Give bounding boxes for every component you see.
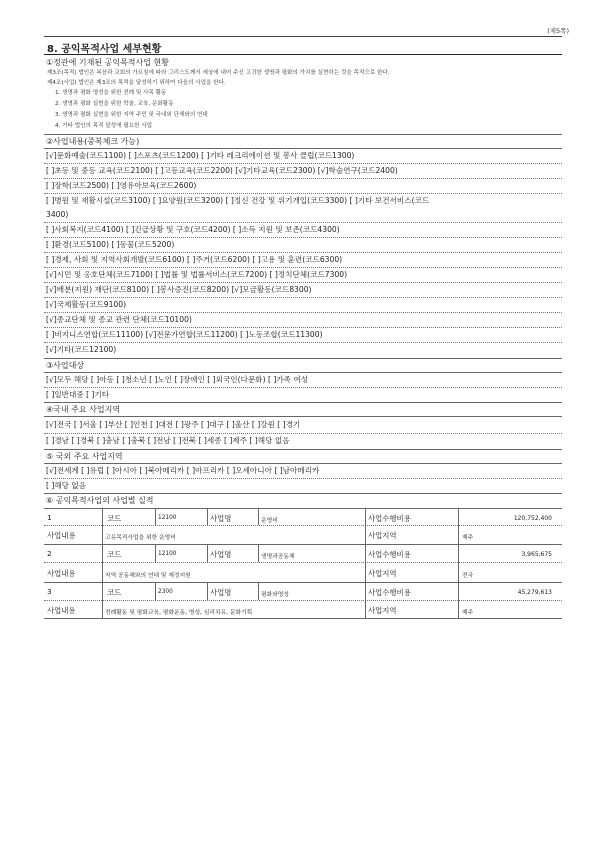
- category-row: [√]국제활동(코드9100): [46, 300, 127, 309]
- content-label: 사업내용: [47, 531, 76, 540]
- category-row: [ ]환경(코드5100) [ ]동물(코드5200): [46, 240, 175, 249]
- section1-item: 1. 생명과 평화 영성을 위한 전례 및 사목 활동: [55, 90, 167, 96]
- amount-label: 사업수행비용: [368, 514, 411, 523]
- table-vertical-line: [258, 582, 259, 600]
- category-row: [ ]사회복지(코드4100) [ ]긴급상황 및 구호(코드4200) [ ]소득 지원 및 보존(코드4300): [46, 225, 340, 234]
- category-row: [√]배분(지원) 재단(코드8100) [ ]봉사증진(코드8200) [√]모금활동(코드8300): [46, 285, 312, 294]
- section6-heading: ⑥ 공익목적사업의 사업별 실적: [46, 496, 154, 505]
- content-label: 사업내용: [47, 606, 76, 615]
- record-code: 12100: [158, 551, 177, 557]
- row-divider: [44, 178, 562, 179]
- name-label: 사업명: [210, 514, 232, 523]
- record-code: 2300: [158, 589, 173, 595]
- row-divider: [44, 237, 562, 238]
- row-divider: [44, 562, 562, 563]
- divider: [44, 463, 562, 464]
- row-divider: [44, 478, 562, 479]
- section3-heading: ③사업대상: [46, 361, 85, 370]
- region-label: 사업지역: [368, 531, 397, 540]
- amount-label: 사업수행비용: [368, 550, 411, 559]
- row-divider: [44, 252, 562, 253]
- table-vertical-line: [458, 508, 459, 618]
- section1-item: 3. 생명과 평화 실현을 위한 지역 주민 및 국내외 단체와의 연대: [55, 112, 208, 118]
- row-divider: [44, 525, 562, 526]
- overseas-region-row: [√]전세계 [ ]유럽 [ ]아시아 [ ]북아메리카 [ ]아프리카 [ ]오세아니아 [ ]남아메리카: [46, 466, 320, 475]
- divider: [44, 582, 562, 583]
- section1-item: 4. 기타 법인의 목적 달성에 필요한 사업: [55, 123, 153, 129]
- form-number: (제5쪽): [547, 27, 569, 35]
- domestic-region-row: [√]전국 [ ]서울 [ ]부산 [ ]인천 [ ]대전 [ ]광주 [ ]대구 [ ]울산 [ ]강원 [ ]경기: [46, 420, 301, 429]
- table-vertical-line: [155, 582, 156, 600]
- section1-item: 2. 생명과 평화 실현을 위한 학술, 교육, 문화활동: [55, 101, 174, 107]
- divider: [44, 402, 562, 403]
- section4-heading: ④국내 주요 사업지역: [46, 405, 121, 414]
- record-region: 전국: [462, 573, 474, 579]
- record-name: 운영비: [261, 518, 278, 524]
- target-row: [√]모두 해당 [ ]아동 [ ]청소년 [ ]노인 [ ]장애인 [ ]외국인(다문화) [ ]가족 여성: [46, 375, 309, 384]
- divider: [44, 508, 562, 509]
- row-divider: [44, 193, 562, 194]
- row-divider: [44, 297, 562, 298]
- record-amount: 120,752,400: [513, 515, 552, 522]
- region-label: 사업지역: [368, 606, 397, 615]
- table-vertical-line: [258, 544, 259, 562]
- record-amount: 45,279,613: [517, 589, 552, 596]
- top-rule: [44, 36, 562, 37]
- category-row: 3400): [46, 210, 69, 219]
- category-row: [ ]비지니스연합(코드11100) [√]전문가연합(코드11200) [ ]노동조합(코드11300): [46, 330, 323, 339]
- divider: [44, 148, 562, 149]
- row-divider: [44, 222, 562, 223]
- row-divider: [44, 433, 562, 434]
- row-divider: [44, 163, 562, 164]
- record-content: 지역 공동체와의 연대 및 재정지원: [105, 573, 191, 579]
- code-label: 코드: [107, 550, 122, 559]
- section1-para1: 제3조(목적) 법인은 복음과 교회의 가르침에 따라 그리스도께서 세상에 내어 주신 고귀한 생명과 평화의 가치를 실현하는 것을 목적으로 한다.: [47, 70, 390, 76]
- record-amount: 3,965,675: [521, 551, 552, 558]
- category-row: [ ]초등 및 중등 교육(코드2100) [ ]고등교육(코드2200) [√]기타교육(코드2300) [√]학술연구(코드2400): [46, 166, 398, 175]
- record-number: 1: [47, 513, 52, 522]
- divider: [44, 493, 562, 494]
- record-content: 전례활동 및 평화교육, 평화운동, 영성, 심리치유, 문화기획: [105, 610, 253, 616]
- divider: [44, 134, 562, 135]
- category-row: [ ]병원 및 재활시설(코드3100) [ ]요양원(코드3200) [ ]정신 건강 및 위기개입(코드3300) [ ]기타 보건서비스(코드: [46, 196, 430, 205]
- record-number: 2: [47, 549, 52, 558]
- table-vertical-line: [207, 544, 208, 562]
- divider: [44, 449, 562, 450]
- divider: [44, 544, 562, 545]
- title-rule: [44, 54, 562, 55]
- divider: [44, 358, 562, 359]
- code-label: 코드: [107, 514, 122, 523]
- row-divider: [44, 282, 562, 283]
- section2-heading: ②사업내용(중복체크 가능): [46, 137, 140, 146]
- table-vertical-line: [207, 508, 208, 525]
- category-row: [ ]경제, 사회 및 지역사회개발(코드6100) [ ]주거(코드6200) [ ]고용 및 훈련(코드6300): [46, 255, 343, 264]
- region-label: 사업지역: [368, 569, 397, 578]
- table-vertical-line: [155, 544, 156, 562]
- category-row: [√]문화예술(코드1100) [ ]스포츠(코드1200) [ ]기타 레크리에이션 및 봉사 클럽(코드1300): [46, 151, 355, 160]
- code-label: 코드: [107, 588, 122, 597]
- category-row: [√]종교단체 및 종교 관련 단체(코드10100): [46, 315, 192, 324]
- table-vertical-line: [365, 508, 366, 618]
- row-divider: [44, 600, 562, 601]
- overseas-region-row: [ ]해당 없음: [46, 481, 87, 490]
- row-divider: [44, 387, 562, 388]
- record-number: 3: [47, 587, 52, 596]
- category-row: [ ]장학(코드2500) [ ]영유아보육(코드2600): [46, 181, 197, 190]
- section1-para2: 제4조(사업) 법인은 제3조의 목적을 달성하기 위하여 다음의 사업을 한다.: [47, 80, 226, 86]
- table-bottom-rule: [44, 618, 562, 619]
- table-vertical-line: [155, 508, 156, 525]
- section5-heading: ⑤ 국외 주요 사업지역: [46, 452, 123, 461]
- row-divider: [44, 342, 562, 343]
- table-vertical-line: [207, 582, 208, 600]
- name-label: 사업명: [210, 588, 232, 597]
- section1-heading: ①정관에 기재된 공익목적사업 현황: [46, 58, 169, 67]
- target-row: [ ]일반대중 [ ]기타: [46, 390, 110, 399]
- table-vertical-line: [258, 508, 259, 525]
- row-divider: [44, 327, 562, 328]
- divider: [44, 416, 562, 417]
- name-label: 사업명: [210, 550, 232, 559]
- record-region: 제주: [462, 610, 474, 616]
- amount-label: 사업수행비용: [368, 588, 411, 597]
- record-code: 12100: [158, 515, 177, 521]
- content-label: 사업내용: [47, 569, 76, 578]
- page-title: 8. 공익목적사업 세부현황: [47, 44, 162, 55]
- record-name: 생명과공동체: [261, 554, 295, 560]
- row-divider: [44, 267, 562, 268]
- category-row: [√]시민 및 옹호단체(코드7100) [ ]법률 및 법률서비스(코드7200) [ ]정치단체(코드7300): [46, 270, 348, 279]
- record-content: 고유목적사업을 위한 운영비: [105, 535, 176, 541]
- category-row: [√]기타(코드12100): [46, 345, 117, 354]
- record-name: 평화와영성: [261, 592, 289, 598]
- table-vertical-line: [102, 508, 103, 618]
- record-region: 제주: [462, 535, 474, 541]
- divider: [44, 372, 562, 373]
- domestic-region-row: [ ]경남 [ ]경북 [ ]충남 [ ]충북 [ ]전남 [ ]전북 [ ]세종 [ ]제주 [ ]해당 없음: [46, 436, 290, 445]
- row-divider: [44, 312, 562, 313]
